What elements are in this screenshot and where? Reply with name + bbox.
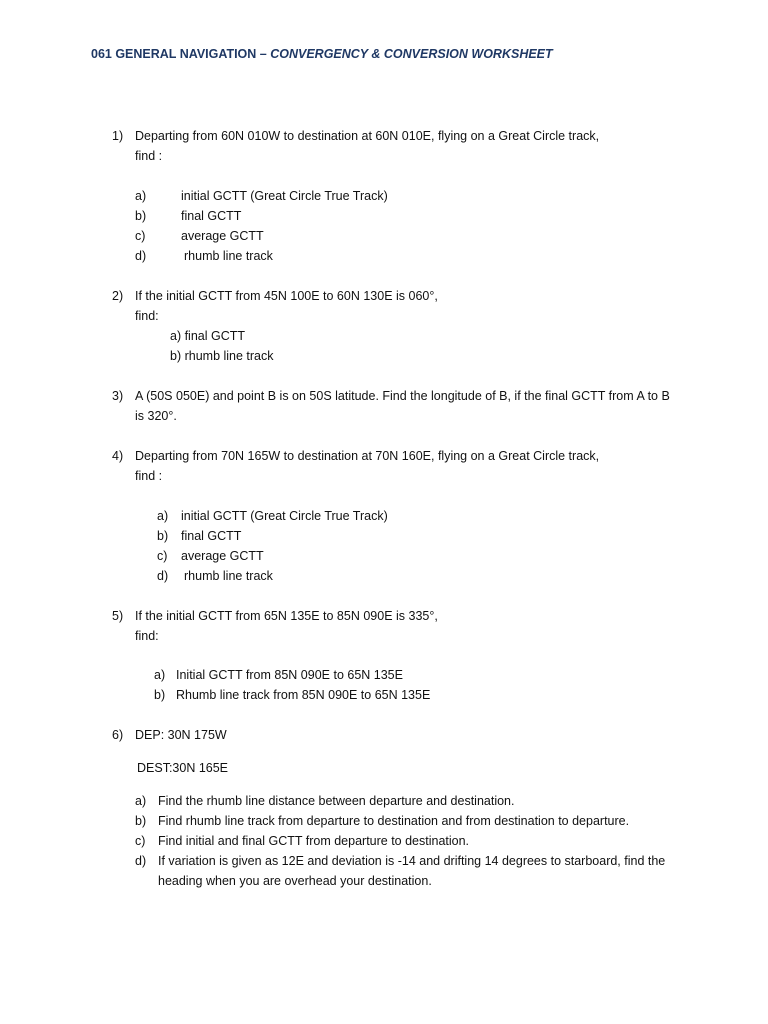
item-text: a) final GCTT — [170, 329, 246, 343]
question-number: 1) — [112, 129, 124, 143]
item-text: Find the rhumb line distance between departure and destination. — [158, 794, 515, 808]
item-text: b) rhumb line track — [170, 349, 274, 363]
item-text: rhumb line track — [184, 569, 273, 583]
item-label: c) — [135, 834, 146, 848]
item-text: average GCTT — [181, 549, 264, 563]
header-title: CONVERGENCY & CONVERSION WORKSHEET — [270, 47, 553, 61]
item-text: final GCTT — [181, 209, 242, 223]
question-number: 2) — [112, 289, 124, 303]
item-text: heading when you are overhead your destination. — [158, 874, 432, 888]
worksheet-header — [91, 47, 553, 61]
question-text: find: — [135, 629, 159, 643]
item-label: b) — [135, 814, 147, 828]
item-text: Find rhumb line track from departure to destination and from destination to departure. — [158, 814, 630, 828]
question-text: Departing from 60N 010W to destination at 60N 010E, flying on a Great Circle track, — [135, 129, 600, 143]
item-label: d) — [157, 569, 169, 583]
item-text: initial GCTT (Great Circle True Track) — [181, 509, 388, 523]
item-label: a) — [154, 668, 166, 682]
item-label: c) — [157, 549, 168, 563]
item-text: average GCTT — [181, 229, 264, 243]
item-label: a) — [135, 189, 147, 203]
item-label: d) — [135, 249, 147, 263]
question-text: find : — [135, 469, 163, 483]
item-text: If variation is given as 12E and deviation is -14 and drifting 14 degrees to starboard, find the — [158, 854, 666, 868]
item-text: rhumb line track — [184, 249, 273, 263]
header-course: 061 GENERAL NAVIGATION – — [91, 47, 271, 61]
question-text: find : — [135, 149, 163, 163]
item-text: final GCTT — [181, 529, 242, 543]
item-text: initial GCTT (Great Circle True Track) — [181, 189, 388, 203]
item-label: b) — [154, 688, 166, 702]
question-number: 6) — [112, 728, 124, 742]
destination-line: DEST:30N 165E — [137, 761, 229, 775]
question-number: 5) — [112, 609, 124, 623]
departure-line: DEP: 30N 175W — [135, 728, 227, 742]
item-label: b) — [157, 529, 169, 543]
item-label: b) — [135, 209, 147, 223]
question-text: If the initial GCTT from 45N 100E to 60N 130E is 060°, — [135, 289, 438, 303]
question-text: A (50S 050E) and point B is on 50S latitude. Find the longitude of B, if the final GCTT from A to B — [135, 389, 670, 403]
item-label: a) — [135, 794, 147, 808]
item-label: d) — [135, 854, 147, 868]
item-label: c) — [135, 229, 146, 243]
item-text: Initial GCTT from 85N 090E to 65N 135E — [176, 668, 403, 682]
question-text: is 320°. — [135, 409, 177, 423]
item-text: Rhumb line track from 85N 090E to 65N 135E — [176, 688, 431, 702]
question-number: 4) — [112, 449, 124, 463]
item-label: a) — [157, 509, 169, 523]
question-text: find: — [135, 309, 159, 323]
question-number: 3) — [112, 389, 124, 403]
question-text: If the initial GCTT from 65N 135E to 85N 090E is 335°, — [135, 609, 438, 623]
item-text: Find initial and final GCTT from departure to destination. — [158, 834, 470, 848]
question-text: Departing from 70N 165W to destination at 70N 160E, flying on a Great Circle track, — [135, 449, 600, 463]
